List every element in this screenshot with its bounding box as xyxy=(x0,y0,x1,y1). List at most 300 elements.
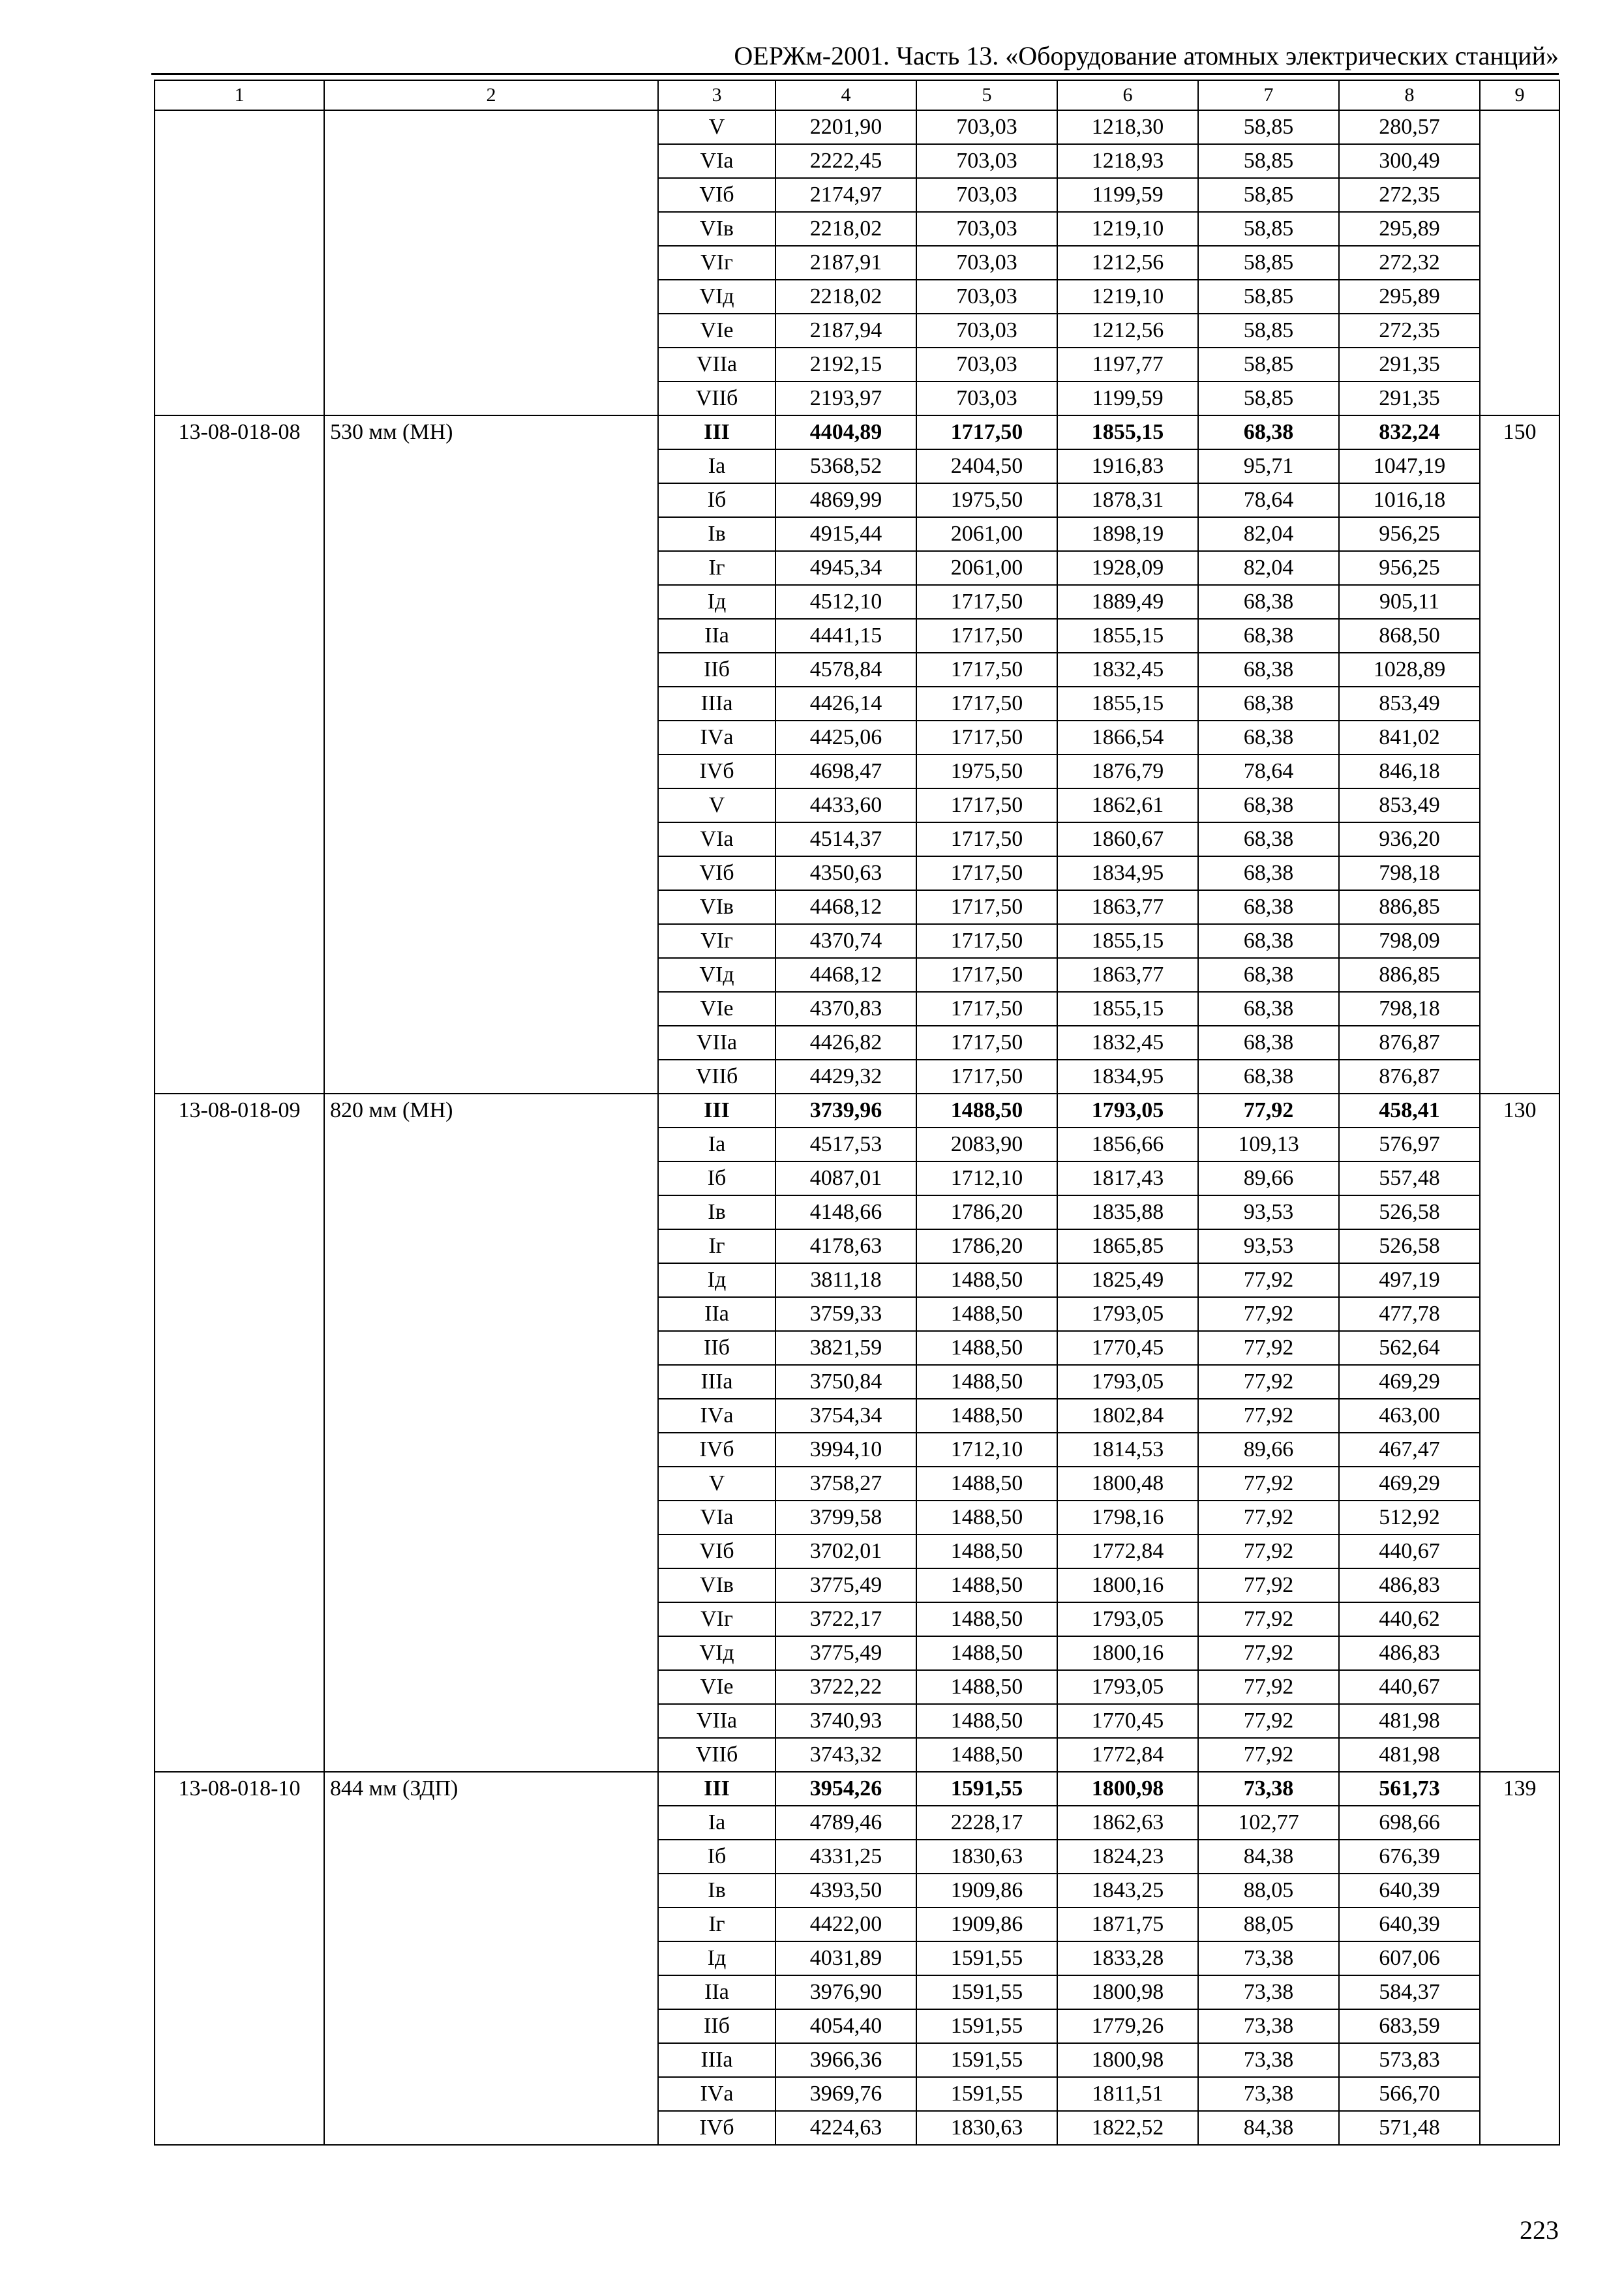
value-cell: 4178,63 xyxy=(775,1229,916,1263)
value-cell: 4468,12 xyxy=(775,958,916,992)
value-cell: 4433,60 xyxy=(775,788,916,822)
value-cell: 481,98 xyxy=(1339,1738,1480,1772)
category-cell: Iв xyxy=(658,1195,775,1229)
value-cell: 1212,56 xyxy=(1057,314,1198,348)
value-cell: 467,47 xyxy=(1339,1433,1480,1467)
value-cell: 1488,50 xyxy=(916,1670,1057,1704)
value-cell: 798,18 xyxy=(1339,856,1480,890)
value-cell: 4087,01 xyxy=(775,1161,916,1195)
value-cell: 886,85 xyxy=(1339,890,1480,924)
value-cell: 703,03 xyxy=(916,246,1057,280)
value-cell: 573,83 xyxy=(1339,2043,1480,2077)
value-cell: 1488,50 xyxy=(916,1399,1057,1433)
category-cell: VIа xyxy=(658,144,775,178)
value-cell: 68,38 xyxy=(1198,1026,1339,1060)
value-cell: 703,03 xyxy=(916,348,1057,382)
value-cell: 512,92 xyxy=(1339,1501,1480,1534)
value-cell: 2192,15 xyxy=(775,348,916,382)
value-cell: 1817,43 xyxy=(1057,1161,1198,1195)
value-cell: 1717,50 xyxy=(916,822,1057,856)
value-cell: 1488,50 xyxy=(916,1534,1057,1568)
table-row xyxy=(155,1094,1559,1128)
value-cell: 4517,53 xyxy=(775,1128,916,1161)
value-cell: 1928,09 xyxy=(1057,551,1198,585)
value-cell: 77,92 xyxy=(1198,1467,1339,1501)
value-cell: 1488,50 xyxy=(916,1297,1057,1331)
category-cell: Iг xyxy=(658,551,775,585)
value-cell: 58,85 xyxy=(1198,314,1339,348)
value-cell: 2218,02 xyxy=(775,280,916,314)
value-cell: 300,49 xyxy=(1339,144,1480,178)
value-cell: 109,13 xyxy=(1198,1128,1339,1161)
value-cell: 58,85 xyxy=(1198,280,1339,314)
category-cell: Iд xyxy=(658,1941,775,1975)
value-cell: 1488,50 xyxy=(916,1501,1057,1534)
value-cell: 68,38 xyxy=(1198,890,1339,924)
value-cell: 1798,16 xyxy=(1057,1501,1198,1534)
category-cell: IIа xyxy=(658,1297,775,1331)
value-cell: 1712,10 xyxy=(916,1161,1057,1195)
category-cell: III xyxy=(658,1094,775,1128)
category-cell: IVа xyxy=(658,2077,775,2111)
value-cell: 1830,63 xyxy=(916,1840,1057,1874)
value-cell: 876,87 xyxy=(1339,1026,1480,1060)
value-cell: 1218,30 xyxy=(1057,110,1198,144)
value-cell: 3758,27 xyxy=(775,1467,916,1501)
value-cell: 1488,50 xyxy=(916,1568,1057,1602)
value-cell: 4869,99 xyxy=(775,483,916,517)
value-cell: 4698,47 xyxy=(775,755,916,788)
category-cell: VIв xyxy=(658,212,775,246)
category-cell: VIIа xyxy=(658,348,775,382)
value-cell: 956,25 xyxy=(1339,517,1480,551)
value-cell: 3994,10 xyxy=(775,1433,916,1467)
value-cell: 1717,50 xyxy=(916,924,1057,958)
value-cell: 1871,75 xyxy=(1057,1908,1198,1941)
value-cell: 3775,49 xyxy=(775,1636,916,1670)
value-cell: 463,00 xyxy=(1339,1399,1480,1433)
table-row xyxy=(155,415,1559,449)
column-header: 7 xyxy=(1198,80,1339,110)
value-cell: 703,03 xyxy=(916,280,1057,314)
value-cell: 1909,86 xyxy=(916,1908,1057,1941)
rates-table xyxy=(154,80,1560,2146)
value-cell: 58,85 xyxy=(1198,178,1339,212)
value-cell: 1197,77 xyxy=(1057,348,1198,382)
table-row xyxy=(155,1772,1559,1806)
value-cell: 458,41 xyxy=(1339,1094,1480,1128)
value-cell: 1591,55 xyxy=(916,2043,1057,2077)
value-cell: 1862,63 xyxy=(1057,1806,1198,1840)
category-cell: IVб xyxy=(658,755,775,788)
value-cell: 3969,76 xyxy=(775,2077,916,2111)
value-cell: 77,92 xyxy=(1198,1568,1339,1602)
value-cell: 832,24 xyxy=(1339,415,1480,449)
value-cell: 77,92 xyxy=(1198,1094,1339,1128)
value-cell: 4514,37 xyxy=(775,822,916,856)
value-cell: 4578,84 xyxy=(775,653,916,687)
column-header-row xyxy=(155,80,1559,110)
category-cell: VIг xyxy=(658,1602,775,1636)
value-cell: 469,29 xyxy=(1339,1467,1480,1501)
category-cell: Iг xyxy=(658,1229,775,1263)
value-cell: 4370,83 xyxy=(775,992,916,1026)
value-cell: 4350,63 xyxy=(775,856,916,890)
category-cell: IIб xyxy=(658,2009,775,2043)
value-cell: 1047,19 xyxy=(1339,449,1480,483)
value-cell: 576,97 xyxy=(1339,1128,1480,1161)
category-cell: VIв xyxy=(658,1568,775,1602)
value-cell: 73,38 xyxy=(1198,2077,1339,2111)
value-cell: 936,20 xyxy=(1339,822,1480,856)
value-cell: 571,48 xyxy=(1339,2111,1480,2145)
value-cell: 477,78 xyxy=(1339,1297,1480,1331)
value-cell: 1876,79 xyxy=(1057,755,1198,788)
value-cell: 3775,49 xyxy=(775,1568,916,1602)
value-cell: 640,39 xyxy=(1339,1908,1480,1941)
value-cell: 4468,12 xyxy=(775,890,916,924)
value-cell: 703,03 xyxy=(916,212,1057,246)
category-cell: V xyxy=(658,788,775,822)
value-cell: 3739,96 xyxy=(775,1094,916,1128)
value-cell: 1717,50 xyxy=(916,585,1057,619)
value-cell: 73,38 xyxy=(1198,2009,1339,2043)
value-cell: 4441,15 xyxy=(775,619,916,653)
value-cell: 1800,98 xyxy=(1057,2043,1198,2077)
equipment-name: 530 мм (МН) xyxy=(324,415,658,1094)
group-value xyxy=(1480,110,1559,415)
value-cell: 1591,55 xyxy=(916,2077,1057,2111)
value-cell: 1975,50 xyxy=(916,483,1057,517)
value-cell: 95,71 xyxy=(1198,449,1339,483)
value-cell: 1786,20 xyxy=(916,1195,1057,1229)
value-cell: 68,38 xyxy=(1198,1060,1339,1094)
page-number: 223 xyxy=(1520,2215,1559,2245)
category-cell: IVб xyxy=(658,2111,775,2145)
value-cell: 280,57 xyxy=(1339,110,1480,144)
value-cell: 1712,10 xyxy=(916,1433,1057,1467)
value-cell: 1855,15 xyxy=(1057,924,1198,958)
category-cell: Iб xyxy=(658,483,775,517)
value-cell: 4331,25 xyxy=(775,1840,916,1874)
value-cell: 295,89 xyxy=(1339,212,1480,246)
value-cell: 58,85 xyxy=(1198,110,1339,144)
value-cell: 1212,56 xyxy=(1057,246,1198,280)
value-cell: 841,02 xyxy=(1339,721,1480,755)
value-cell: 68,38 xyxy=(1198,415,1339,449)
category-cell: VIд xyxy=(658,958,775,992)
value-cell: 1591,55 xyxy=(916,1975,1057,2009)
value-cell: 1717,50 xyxy=(916,958,1057,992)
category-cell: VIIа xyxy=(658,1704,775,1738)
value-cell: 77,92 xyxy=(1198,1501,1339,1534)
value-cell: 93,53 xyxy=(1198,1195,1339,1229)
value-cell: 1717,50 xyxy=(916,788,1057,822)
table-row xyxy=(155,110,1559,144)
value-cell: 1830,63 xyxy=(916,2111,1057,2145)
value-cell: 1591,55 xyxy=(916,1772,1057,1806)
category-cell: Iб xyxy=(658,1840,775,1874)
rate-code: 13-08-018-08 xyxy=(155,415,324,1094)
category-cell: Iд xyxy=(658,585,775,619)
category-cell: VIе xyxy=(658,314,775,348)
value-cell: 68,38 xyxy=(1198,958,1339,992)
value-cell: 584,37 xyxy=(1339,1975,1480,2009)
value-cell: 4429,32 xyxy=(775,1060,916,1094)
category-cell: III xyxy=(658,415,775,449)
value-cell: 1717,50 xyxy=(916,1060,1057,1094)
value-cell: 93,53 xyxy=(1198,1229,1339,1263)
value-cell: 2222,45 xyxy=(775,144,916,178)
value-cell: 4404,89 xyxy=(775,415,916,449)
value-cell: 68,38 xyxy=(1198,856,1339,890)
value-cell: 1717,50 xyxy=(916,890,1057,924)
value-cell: 640,39 xyxy=(1339,1874,1480,1908)
value-cell: 1772,84 xyxy=(1057,1738,1198,1772)
value-cell: 2404,50 xyxy=(916,449,1057,483)
value-cell: 440,62 xyxy=(1339,1602,1480,1636)
value-cell: 526,58 xyxy=(1339,1195,1480,1229)
value-cell: 77,92 xyxy=(1198,1399,1339,1433)
group-value: 139 xyxy=(1480,1772,1559,2145)
value-cell: 4224,63 xyxy=(775,2111,916,2145)
value-cell: 2218,02 xyxy=(775,212,916,246)
category-cell: IIа xyxy=(658,1975,775,2009)
value-cell: 2201,90 xyxy=(775,110,916,144)
value-cell: 4425,06 xyxy=(775,721,916,755)
value-cell: 1793,05 xyxy=(1057,1094,1198,1128)
value-cell: 1855,15 xyxy=(1057,687,1198,721)
value-cell: 1199,59 xyxy=(1057,382,1198,415)
category-cell: VIг xyxy=(658,246,775,280)
value-cell: 1822,52 xyxy=(1057,2111,1198,2145)
category-cell: Iа xyxy=(658,449,775,483)
category-cell: VIд xyxy=(658,280,775,314)
value-cell: 1975,50 xyxy=(916,755,1057,788)
value-cell: 1772,84 xyxy=(1057,1534,1198,1568)
value-cell: 440,67 xyxy=(1339,1670,1480,1704)
category-cell: IIIа xyxy=(658,1365,775,1399)
value-cell: 1834,95 xyxy=(1057,1060,1198,1094)
value-cell: 1793,05 xyxy=(1057,1365,1198,1399)
value-cell: 82,04 xyxy=(1198,551,1339,585)
value-cell: 1843,25 xyxy=(1057,1874,1198,1908)
value-cell: 77,92 xyxy=(1198,1738,1339,1772)
value-cell: 1218,93 xyxy=(1057,144,1198,178)
value-cell: 1016,18 xyxy=(1339,483,1480,517)
value-cell: 1488,50 xyxy=(916,1467,1057,1501)
value-cell: 1856,66 xyxy=(1057,1128,1198,1161)
equipment-name: 820 мм (МН) xyxy=(324,1094,658,1772)
value-cell: 295,89 xyxy=(1339,280,1480,314)
value-cell: 77,92 xyxy=(1198,1534,1339,1568)
value-cell: 2187,91 xyxy=(775,246,916,280)
value-cell: 4393,50 xyxy=(775,1874,916,1908)
value-cell: 77,92 xyxy=(1198,1331,1339,1365)
value-cell: 2193,97 xyxy=(775,382,916,415)
value-cell: 469,29 xyxy=(1339,1365,1480,1399)
value-cell: 77,92 xyxy=(1198,1636,1339,1670)
category-cell: IIIа xyxy=(658,2043,775,2077)
value-cell: 58,85 xyxy=(1198,348,1339,382)
value-cell: 1717,50 xyxy=(916,653,1057,687)
category-cell: VIIб xyxy=(658,382,775,415)
value-cell: 1219,10 xyxy=(1057,212,1198,246)
value-cell: 3821,59 xyxy=(775,1331,916,1365)
value-cell: 272,35 xyxy=(1339,178,1480,212)
value-cell: 876,87 xyxy=(1339,1060,1480,1094)
value-cell: 77,92 xyxy=(1198,1602,1339,1636)
value-cell: 853,49 xyxy=(1339,687,1480,721)
value-cell: 2061,00 xyxy=(916,551,1057,585)
value-cell: 3976,90 xyxy=(775,1975,916,2009)
category-cell: IIб xyxy=(658,1331,775,1365)
value-cell: 89,66 xyxy=(1198,1161,1339,1195)
value-cell: 4915,44 xyxy=(775,517,916,551)
column-header: 9 xyxy=(1480,80,1559,110)
value-cell: 481,98 xyxy=(1339,1704,1480,1738)
value-cell: 846,18 xyxy=(1339,755,1480,788)
value-cell: 1717,50 xyxy=(916,1026,1057,1060)
value-cell: 58,85 xyxy=(1198,144,1339,178)
value-cell: 2228,17 xyxy=(916,1806,1057,1840)
value-cell: 3811,18 xyxy=(775,1263,916,1297)
value-cell: 77,92 xyxy=(1198,1297,1339,1331)
value-cell: 868,50 xyxy=(1339,619,1480,653)
value-cell: 3799,58 xyxy=(775,1501,916,1534)
value-cell: 1802,84 xyxy=(1057,1399,1198,1433)
value-cell: 1199,59 xyxy=(1057,178,1198,212)
equipment-name xyxy=(324,110,658,415)
value-cell: 68,38 xyxy=(1198,822,1339,856)
value-cell: 1865,85 xyxy=(1057,1229,1198,1263)
rate-code xyxy=(155,110,324,415)
category-cell: Iв xyxy=(658,1874,775,1908)
value-cell: 3722,22 xyxy=(775,1670,916,1704)
value-cell: 73,38 xyxy=(1198,1941,1339,1975)
value-cell: 58,85 xyxy=(1198,382,1339,415)
value-cell: 1898,19 xyxy=(1057,517,1198,551)
category-cell: III xyxy=(658,1772,775,1806)
value-cell: 4054,40 xyxy=(775,2009,916,2043)
value-cell: 1488,50 xyxy=(916,1602,1057,1636)
category-cell: IIб xyxy=(658,653,775,687)
value-cell: 886,85 xyxy=(1339,958,1480,992)
value-cell: 1811,51 xyxy=(1057,2077,1198,2111)
value-cell: 698,66 xyxy=(1339,1806,1480,1840)
column-header: 8 xyxy=(1339,80,1480,110)
category-cell: Iв xyxy=(658,517,775,551)
value-cell: 1488,50 xyxy=(916,1704,1057,1738)
category-cell: VIIб xyxy=(658,1060,775,1094)
value-cell: 3759,33 xyxy=(775,1297,916,1331)
value-cell: 1488,50 xyxy=(916,1365,1057,1399)
rate-code: 13-08-018-10 xyxy=(155,1772,324,2145)
column-header: 1 xyxy=(155,80,324,110)
category-cell: VIд xyxy=(658,1636,775,1670)
value-cell: 3743,32 xyxy=(775,1738,916,1772)
value-cell: 1855,15 xyxy=(1057,619,1198,653)
header-divider xyxy=(151,73,1559,75)
value-cell: 798,18 xyxy=(1339,992,1480,1026)
value-cell: 291,35 xyxy=(1339,348,1480,382)
category-cell: VIе xyxy=(658,992,775,1026)
value-cell: 1889,49 xyxy=(1057,585,1198,619)
category-cell: VIб xyxy=(658,1534,775,1568)
value-cell: 73,38 xyxy=(1198,2043,1339,2077)
value-cell: 1028,89 xyxy=(1339,653,1480,687)
value-cell: 4426,14 xyxy=(775,687,916,721)
value-cell: 1800,98 xyxy=(1057,1975,1198,2009)
category-cell: IVа xyxy=(658,1399,775,1433)
category-cell: VIб xyxy=(658,856,775,890)
value-cell: 1833,28 xyxy=(1057,1941,1198,1975)
value-cell: 676,39 xyxy=(1339,1840,1480,1874)
column-header: 5 xyxy=(916,80,1057,110)
value-cell: 4370,74 xyxy=(775,924,916,958)
value-cell: 3754,34 xyxy=(775,1399,916,1433)
value-cell: 3966,36 xyxy=(775,2043,916,2077)
value-cell: 1793,05 xyxy=(1057,1602,1198,1636)
value-cell: 3750,84 xyxy=(775,1365,916,1399)
value-cell: 1909,86 xyxy=(916,1874,1057,1908)
value-cell: 1219,10 xyxy=(1057,280,1198,314)
value-cell: 68,38 xyxy=(1198,992,1339,1026)
value-cell: 1832,45 xyxy=(1057,653,1198,687)
value-cell: 1834,95 xyxy=(1057,856,1198,890)
value-cell: 2061,00 xyxy=(916,517,1057,551)
category-cell: Iд xyxy=(658,1263,775,1297)
value-cell: 1878,31 xyxy=(1057,483,1198,517)
value-cell: 1793,05 xyxy=(1057,1670,1198,1704)
value-cell: 1860,67 xyxy=(1057,822,1198,856)
value-cell: 1800,48 xyxy=(1057,1467,1198,1501)
category-cell: Iб xyxy=(658,1161,775,1195)
category-cell: Iа xyxy=(658,1128,775,1161)
value-cell: 1916,83 xyxy=(1057,449,1198,483)
value-cell: 1835,88 xyxy=(1057,1195,1198,1229)
category-cell: Iг xyxy=(658,1908,775,1941)
value-cell: 561,73 xyxy=(1339,1772,1480,1806)
rate-code: 13-08-018-09 xyxy=(155,1094,324,1772)
value-cell: 1800,16 xyxy=(1057,1636,1198,1670)
category-cell: VIIа xyxy=(658,1026,775,1060)
value-cell: 82,04 xyxy=(1198,517,1339,551)
value-cell: 84,38 xyxy=(1198,2111,1339,2145)
value-cell: 1591,55 xyxy=(916,2009,1057,2043)
value-cell: 1488,50 xyxy=(916,1263,1057,1297)
value-cell: 77,92 xyxy=(1198,1704,1339,1738)
value-cell: 73,38 xyxy=(1198,1975,1339,2009)
value-cell: 1770,45 xyxy=(1057,1704,1198,1738)
value-cell: 607,06 xyxy=(1339,1941,1480,1975)
value-cell: 78,64 xyxy=(1198,483,1339,517)
value-cell: 4789,46 xyxy=(775,1806,916,1840)
value-cell: 88,05 xyxy=(1198,1874,1339,1908)
value-cell: 68,38 xyxy=(1198,924,1339,958)
group-value: 130 xyxy=(1480,1094,1559,1772)
value-cell: 4512,10 xyxy=(775,585,916,619)
category-cell: IIа xyxy=(658,619,775,653)
value-cell: 1717,50 xyxy=(916,619,1057,653)
value-cell: 703,03 xyxy=(916,110,1057,144)
value-cell: 1863,77 xyxy=(1057,958,1198,992)
category-cell: IVб xyxy=(658,1433,775,1467)
value-cell: 58,85 xyxy=(1198,246,1339,280)
value-cell: 1862,61 xyxy=(1057,788,1198,822)
value-cell: 272,35 xyxy=(1339,314,1480,348)
value-cell: 291,35 xyxy=(1339,382,1480,415)
